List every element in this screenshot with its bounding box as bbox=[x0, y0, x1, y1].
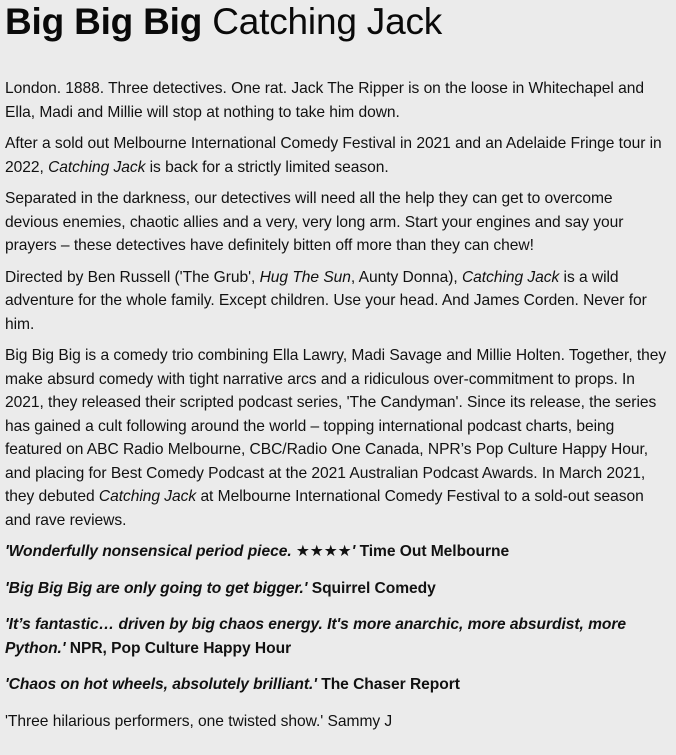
title-show-name: Catching Jack bbox=[212, 1, 443, 42]
review-source: Squirrel Comedy bbox=[311, 579, 436, 597]
review-quote bbox=[5, 577, 668, 601]
review-source: Sammy J bbox=[327, 712, 393, 730]
review-quote bbox=[5, 710, 668, 734]
show-title-italic: Catching Jack bbox=[48, 158, 146, 176]
review-quote bbox=[5, 673, 668, 697]
page-title bbox=[5, 0, 668, 44]
review-quote bbox=[5, 540, 668, 564]
bio-paragraph: Big Big Big is a comedy trio combining Ella Lawry, Madi Savage and Millie Holten. Together, they make absurd comedy with tight narrative arcs and a ridiculous over-commitment to props. In 2021, they released their scripted podcast series, 'The Candyman'. Since its release, the series has gained a cult following around the world – topping international podcast charts, being featured on ABC Radio Melbourne, CBC/Radio One Canada, NPR’s Pop Culture Happy Hour, and placing for Best Comedy Podcast at the 2021 Australian Podcast Awards. In March 2021, they debuted Catching Jack at Melbourne International Comedy Festival to a sold-out season and rave reviews. bbox=[5, 347, 667, 529]
review-source: NPR, Pop Culture Happy Hour bbox=[69, 639, 292, 657]
review-text: 'Wonderfully nonsensical period piece. ★★★★' bbox=[5, 543, 356, 560]
tour-paragraph: After a sold out Melbourne International Comedy Festival in 2021 and an Adelaide Fringe tour in 2022, Catching Jack is back for a strictly limited season. bbox=[5, 135, 662, 176]
intro-paragraph: London. 1888. Three detectives. One rat. Jack The Ripper is on the loose in Whitechapel and Ella, Madi and Millie will stop at nothing to take him down. bbox=[5, 80, 644, 121]
review-text: 'It’s fantastic… driven by big chaos energy. It's more anarchic, more absurdist, more Python.' bbox=[5, 616, 627, 657]
review-text: 'Three hilarious performers, one twisted show.' bbox=[5, 712, 324, 730]
director-paragraph: Directed by Ben Russell ('The Grub', Hug The Sun, Aunty Donna), Catching Jack is a wild adventure for the whole family. Except children. Use your head. And James Corden. Never for him. bbox=[5, 268, 647, 333]
review-text: 'Chaos on hot wheels, absolutely brilliant.' bbox=[5, 676, 317, 693]
review-source: The Chaser Report bbox=[321, 676, 460, 693]
review-source: Time Out Melbourne bbox=[359, 543, 510, 560]
review-text: 'Big Big Big are only going to get bigger.' bbox=[5, 579, 308, 597]
plot-paragraph: Separated in the darkness, our detectives will need all the help they can get to overcome devious enemies, chaotic allies and a very, very long arm. Start your engines and say your prayers – these detectives have definitely bitten off more than they can chew! bbox=[5, 190, 624, 254]
title-group-name: Big Big Big bbox=[5, 1, 203, 42]
review-quote bbox=[5, 613, 668, 660]
